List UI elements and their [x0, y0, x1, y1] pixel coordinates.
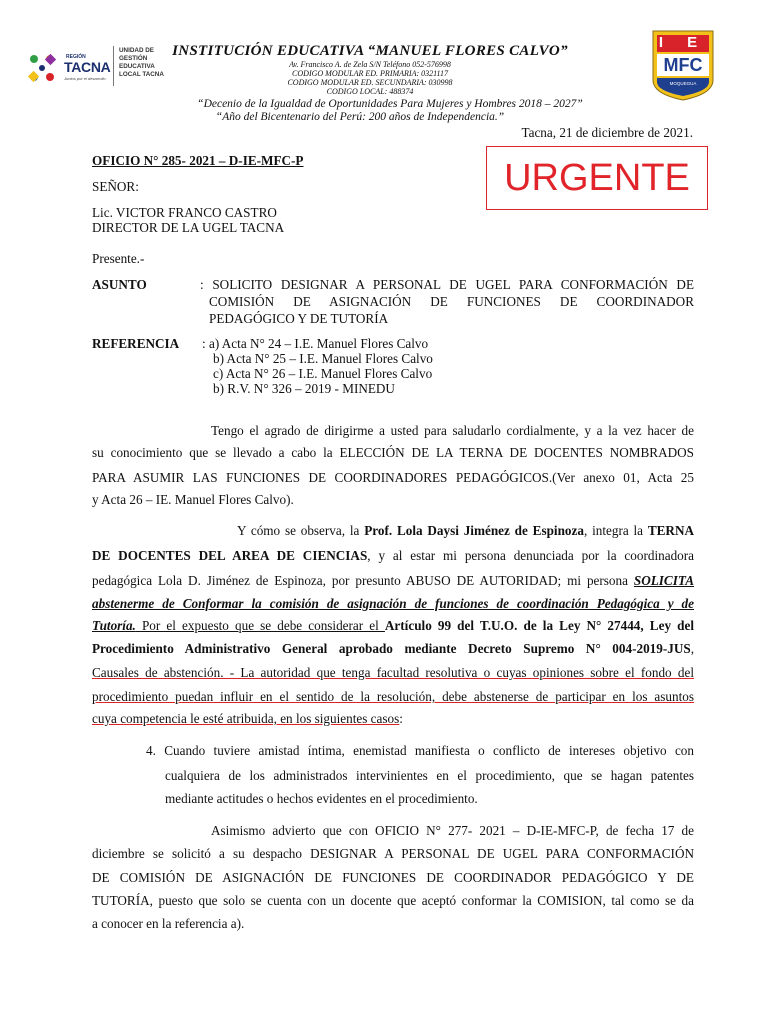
code-local: CODIGO LOCAL: 488374 — [326, 87, 414, 96]
letter-date: Tacna, 21 de diciembre de 2021. — [521, 125, 693, 140]
referencia-item: : a) Acta N° 24 – I.E. Manuel Flores Calvo — [202, 336, 429, 351]
referencia-item: b) R.V. N° 326 – 2019 - MINEDU — [213, 381, 395, 396]
code-primary: CODIGO MODULAR ED. PRIMARIA: 0321117 — [292, 69, 448, 78]
decree-reference: Procedimiento Administrativo General aprobado mediante Decreto Supremo N° 004-2019-JUS — [92, 641, 691, 656]
paragraph-3-line: TUTORÍA, puesto que solo se cuenta con un docente que aceptó conformar la COMISION, tal como se da — [92, 893, 694, 908]
paragraph-2-line — [237, 522, 694, 539]
item-4-line: 4. Cuando tuviere amistad íntima, enemistad manifiesta o conflicto de intereses objetivo con — [146, 743, 694, 758]
text-run: DE DOCENTES DEL AREA DE CIENCIAS — [92, 548, 368, 563]
asunto-line: : SOLICITO DESIGNAR A PERSONAL DE UGEL PARA CONFORMACIÓN DE — [200, 277, 694, 292]
code-secondary: CODIGO MODULAR ED. SECUNDARIA: 030998 — [287, 78, 453, 87]
solicita-text: SOLICITA — [633, 573, 694, 588]
item-4-line: cualquiera de los administrados intervinientes en el procedimiento, que se hagan patentes — [165, 768, 694, 783]
paragraph-2-line: abstenerme de Conformar la comisión de asignación de funciones de coordinación Pedagógica y de — [92, 596, 694, 611]
paragraph-1-line: PARA ASUMIR LAS FUNCIONES DE COORDINADORES PEDAGÓGICOS.(Ver anexo 01, Acta 25 — [92, 470, 694, 485]
referencia-label: REFERENCIA — [92, 336, 180, 351]
text-run: , y al estar mi persona denunciada por la coordinadora — [367, 548, 694, 563]
logo-divider — [113, 46, 114, 86]
paragraph-3-line: Asimismo advierto que con OFICIO N° 277- 2021 – D-IE-MFC-P, de fecha 17 de — [211, 823, 694, 838]
referencia-item: c) Acta N° 26 – I.E. Manuel Flores Calvo — [213, 366, 433, 381]
text-run: , — [690, 641, 694, 656]
text-run: Por el expuesto que se debe considerar el — [135, 618, 385, 633]
address-line: Av. Francisco A. de Zela S/N Teléfono 052-576998 — [289, 60, 451, 69]
crest-top-text: I E — [658, 34, 708, 51]
paragraph-2-line — [92, 710, 694, 727]
paragraph-1-line: su conocimiento que se llevado a cabo la ELECCIÓN DE LA TERNA DE DOCENTES NOMBRADOS — [92, 445, 694, 460]
ugel-line: GESTIÓN — [119, 55, 148, 62]
crest-middle-text: MFC — [663, 55, 703, 75]
paragraph-2-line: procedimiento puedan influir en el sentido de la resolución, debe abstenerse de participar en los asuntos — [92, 689, 694, 704]
asunto-line: PEDAGÓGICO Y DE TUTORÍA — [209, 311, 389, 326]
institution-title: INSTITUCIÓN EDUCATIVA “MANUEL FLORES CALVO” — [172, 43, 568, 59]
text-run: Tutoría. — [92, 618, 136, 633]
paragraph-3-line: diciembre se solicitó a su despacho DESIGNAR A PERSONAL DE UGEL PARA CONFORMACIÓN — [92, 846, 694, 861]
referencia-item: b) Acta N° 25 – I.E. Manuel Flores Calvo — [213, 351, 433, 366]
oficio-number: OFICIO N° 285- 2021 – D-IE-MFC-P — [92, 153, 304, 168]
logo-region-small: REGIÓN — [66, 54, 86, 60]
text-run: cuya competencia le esté atribuida, en los siguientes casos — [92, 711, 400, 726]
recipient-name: Lic. VICTOR FRANCO CASTRO — [92, 205, 277, 220]
year-motto: “Año del Bicentenario del Perú: 200 años de Independencia.” — [215, 111, 505, 123]
presente: Presente.- — [92, 251, 145, 266]
decade-motto: “Decenio de la Igualdad de Oportunidades Para Mujeres y Hombres 2018 – 2027” — [197, 98, 583, 110]
logo-region-tag: Juntos por el desarrollo — [64, 76, 106, 81]
recipient-title: DIRECTOR DE LA UGEL TACNA — [92, 220, 285, 235]
ugel-line: UNIDAD DE — [119, 47, 154, 54]
paragraph-2-line: Causales de abstención. - La autoridad que tenga facultad resolutiva o cuyas opiniones sobre el fondo del — [92, 665, 694, 680]
paragraph-2-line — [92, 640, 694, 657]
paragraph-3-line: DE COMISIÓN DE ASIGNACIÓN DE FUNCIONES DE COORDINADOR PEDAGÓGICO Y DE — [92, 870, 694, 885]
logo-region-big: TACNA — [64, 59, 111, 75]
paragraph-1-line: y Acta 26 – IE. Manuel Flores Calvo). — [92, 492, 294, 507]
salutation: SEÑOR: — [92, 179, 139, 194]
text-run: Y cómo se observa, la — [237, 523, 365, 538]
ugel-line: LOCAL TACNA — [119, 71, 164, 78]
urgent-stamp: URGENTE — [486, 146, 708, 210]
article-reference: Artículo 99 del T.U.O. de la Ley N° 27444, Ley del — [384, 618, 694, 633]
text-run: TERNA — [647, 523, 694, 538]
text-run: pedagógica Lola D. Jiménez de Espinoza, por presunto ABUSO DE AUTORIDAD; mi persona — [92, 573, 634, 588]
school-crest — [650, 28, 716, 102]
ugel-line: EDUCATIVA — [119, 63, 155, 70]
text-run: , integra la — [583, 523, 648, 538]
paragraph-3-line: a conocer en la referencia a). — [92, 916, 245, 931]
paragraph-2-line — [92, 547, 694, 564]
asunto-line: COMISIÓN DE ASIGNACIÓN DE FUNCIONES DE COORDINADOR — [209, 294, 694, 309]
asunto-label: ASUNTO — [92, 277, 147, 292]
teacher-name: Prof. Lola Daysi Jiménez de Espinoza — [364, 523, 584, 538]
paragraph-1-line: Tengo el agrado de dirigirme a usted para saludarlo cordialmente, y a la vez hacer de — [211, 423, 694, 438]
text-run: : — [399, 711, 403, 726]
crest-bottom-text: MOQUEGUA — [669, 81, 697, 86]
ugel-logo-text — [119, 47, 164, 79]
paragraph-2-line — [92, 617, 694, 634]
paragraph-2-line — [92, 572, 694, 589]
item-4-line: mediante actitudes o hechos evidentes en el procedimiento. — [165, 791, 478, 806]
